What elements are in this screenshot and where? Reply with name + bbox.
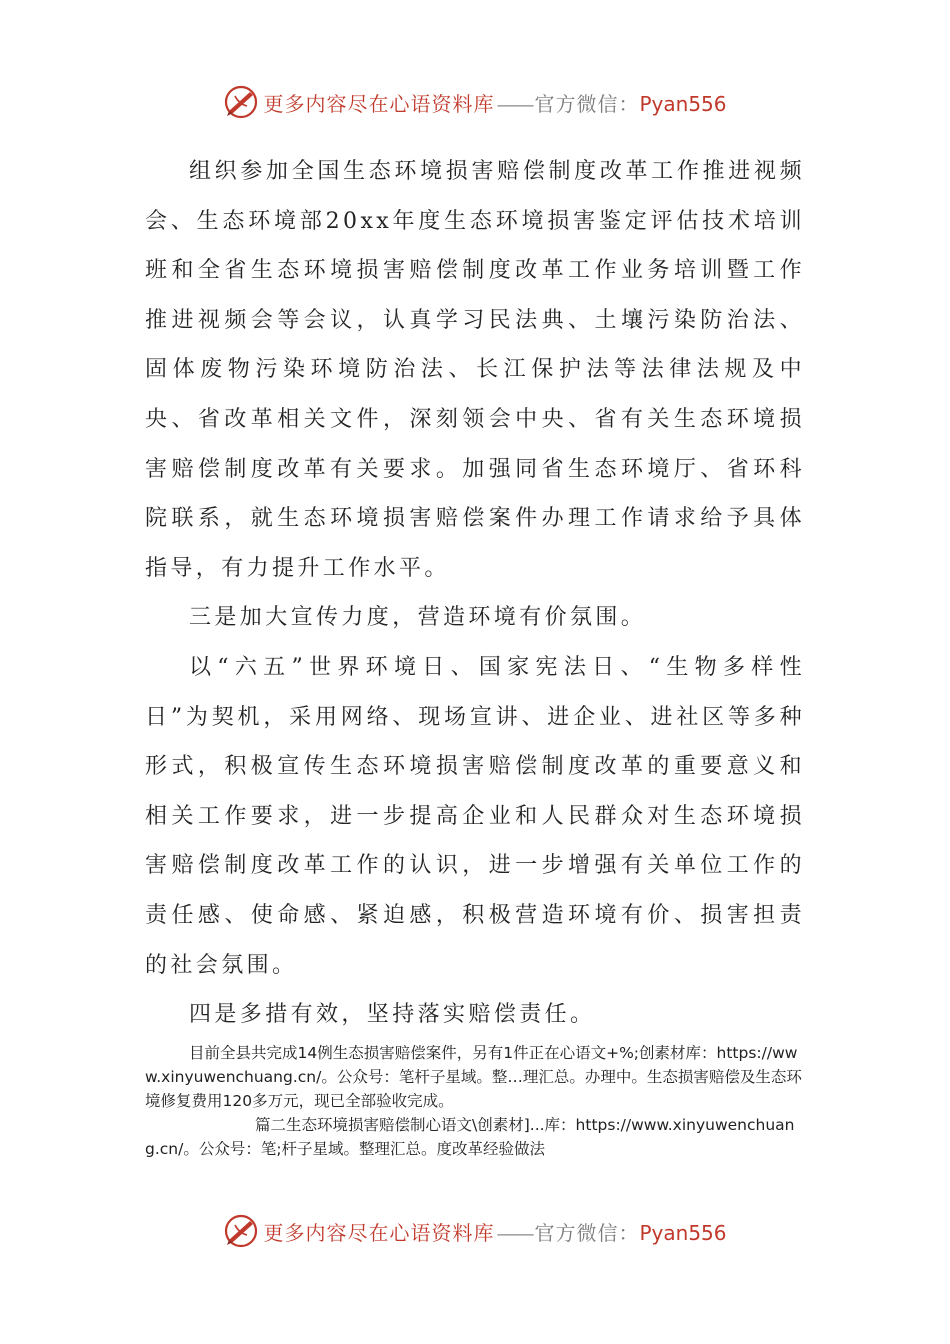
banner-text <box>263 1217 726 1246</box>
small-text-block <box>145 1041 805 1161</box>
paragraph: 组织参加全国生态环境损害赔偿制度改革工作推进视频会、生态环境部20xx年度生态环境损害鉴定评估技术培训班和全省生态环境损害赔偿制度改革工作业务培训暨工作推进视频会等会议，认真学习民法典、土壤污染防治法、固体废物污染环境防治法、长江保护法等法律法规及中央、省改革相关文件，深刻领会中央、省有关生态环境损害赔偿制度改革有关要求。加强同省生态环境厅、省环科院联系，就生态环境损害赔偿案件办理工作请求给予具体指导，有力提升工作水平。 <box>145 159 805 581</box>
banner-dash: —— <box>496 1220 533 1245</box>
banner-main-text: 更多内容尽在心语资料库 <box>263 91 495 116</box>
footer-banner <box>0 1211 950 1251</box>
document-body <box>145 147 805 1040</box>
small-paragraph: 篇二生态环境损害赔偿制心语文\创素材]...库：https://www.xinyuwenchuang.cn/。公众号：笔;杆子星域。整理汇总。度改革经验做法 <box>145 1116 795 1158</box>
small-paragraph: 目前全县共完成14例生态损害赔偿案件，另有1件正在心语文+%;创素材库：https://www.xinyuwenchuang.cn/。公众号：笔杆子星域。整…理汇总。办理中。生态损害赔偿及生态环境修复费用120多万元，现已全部验收完成。 <box>145 1044 802 1110</box>
banner-handle: Pyan556 <box>639 91 727 116</box>
banner-main-text: 更多内容尽在心语资料库 <box>263 1220 495 1245</box>
banner-wechat-label: 官方微信： <box>534 91 640 116</box>
banner-handle: Pyan556 <box>639 1220 727 1245</box>
banner-text <box>263 88 726 117</box>
pen-logo-icon <box>223 84 259 120</box>
pen-logo-icon <box>223 1213 259 1249</box>
banner-wechat-label: 官方微信： <box>534 1220 640 1245</box>
header-banner <box>0 82 950 122</box>
paragraph: 以“六五”世界环境日、国家宪法日、“生物多样性日”为契机，采用网络、现场宣讲、进企业、进社区等多种形式，积极宣传生态环境损害赔偿制度改革的重要意义和相关工作要求，进一步提高企业和人民群众对生态环境损害赔偿制度改革工作的认识，进一步增强有关单位工作的责任感、使命感、紧迫感，积极营造环境有价、损害担责的社会氛围。 <box>145 654 805 978</box>
banner-dash: —— <box>496 91 533 116</box>
paragraph-heading: 三是加大宣传力度，营造环境有价氛围。 <box>189 605 647 631</box>
paragraph-heading: 四是多措有效，坚持落实赔偿责任。 <box>189 1002 596 1028</box>
